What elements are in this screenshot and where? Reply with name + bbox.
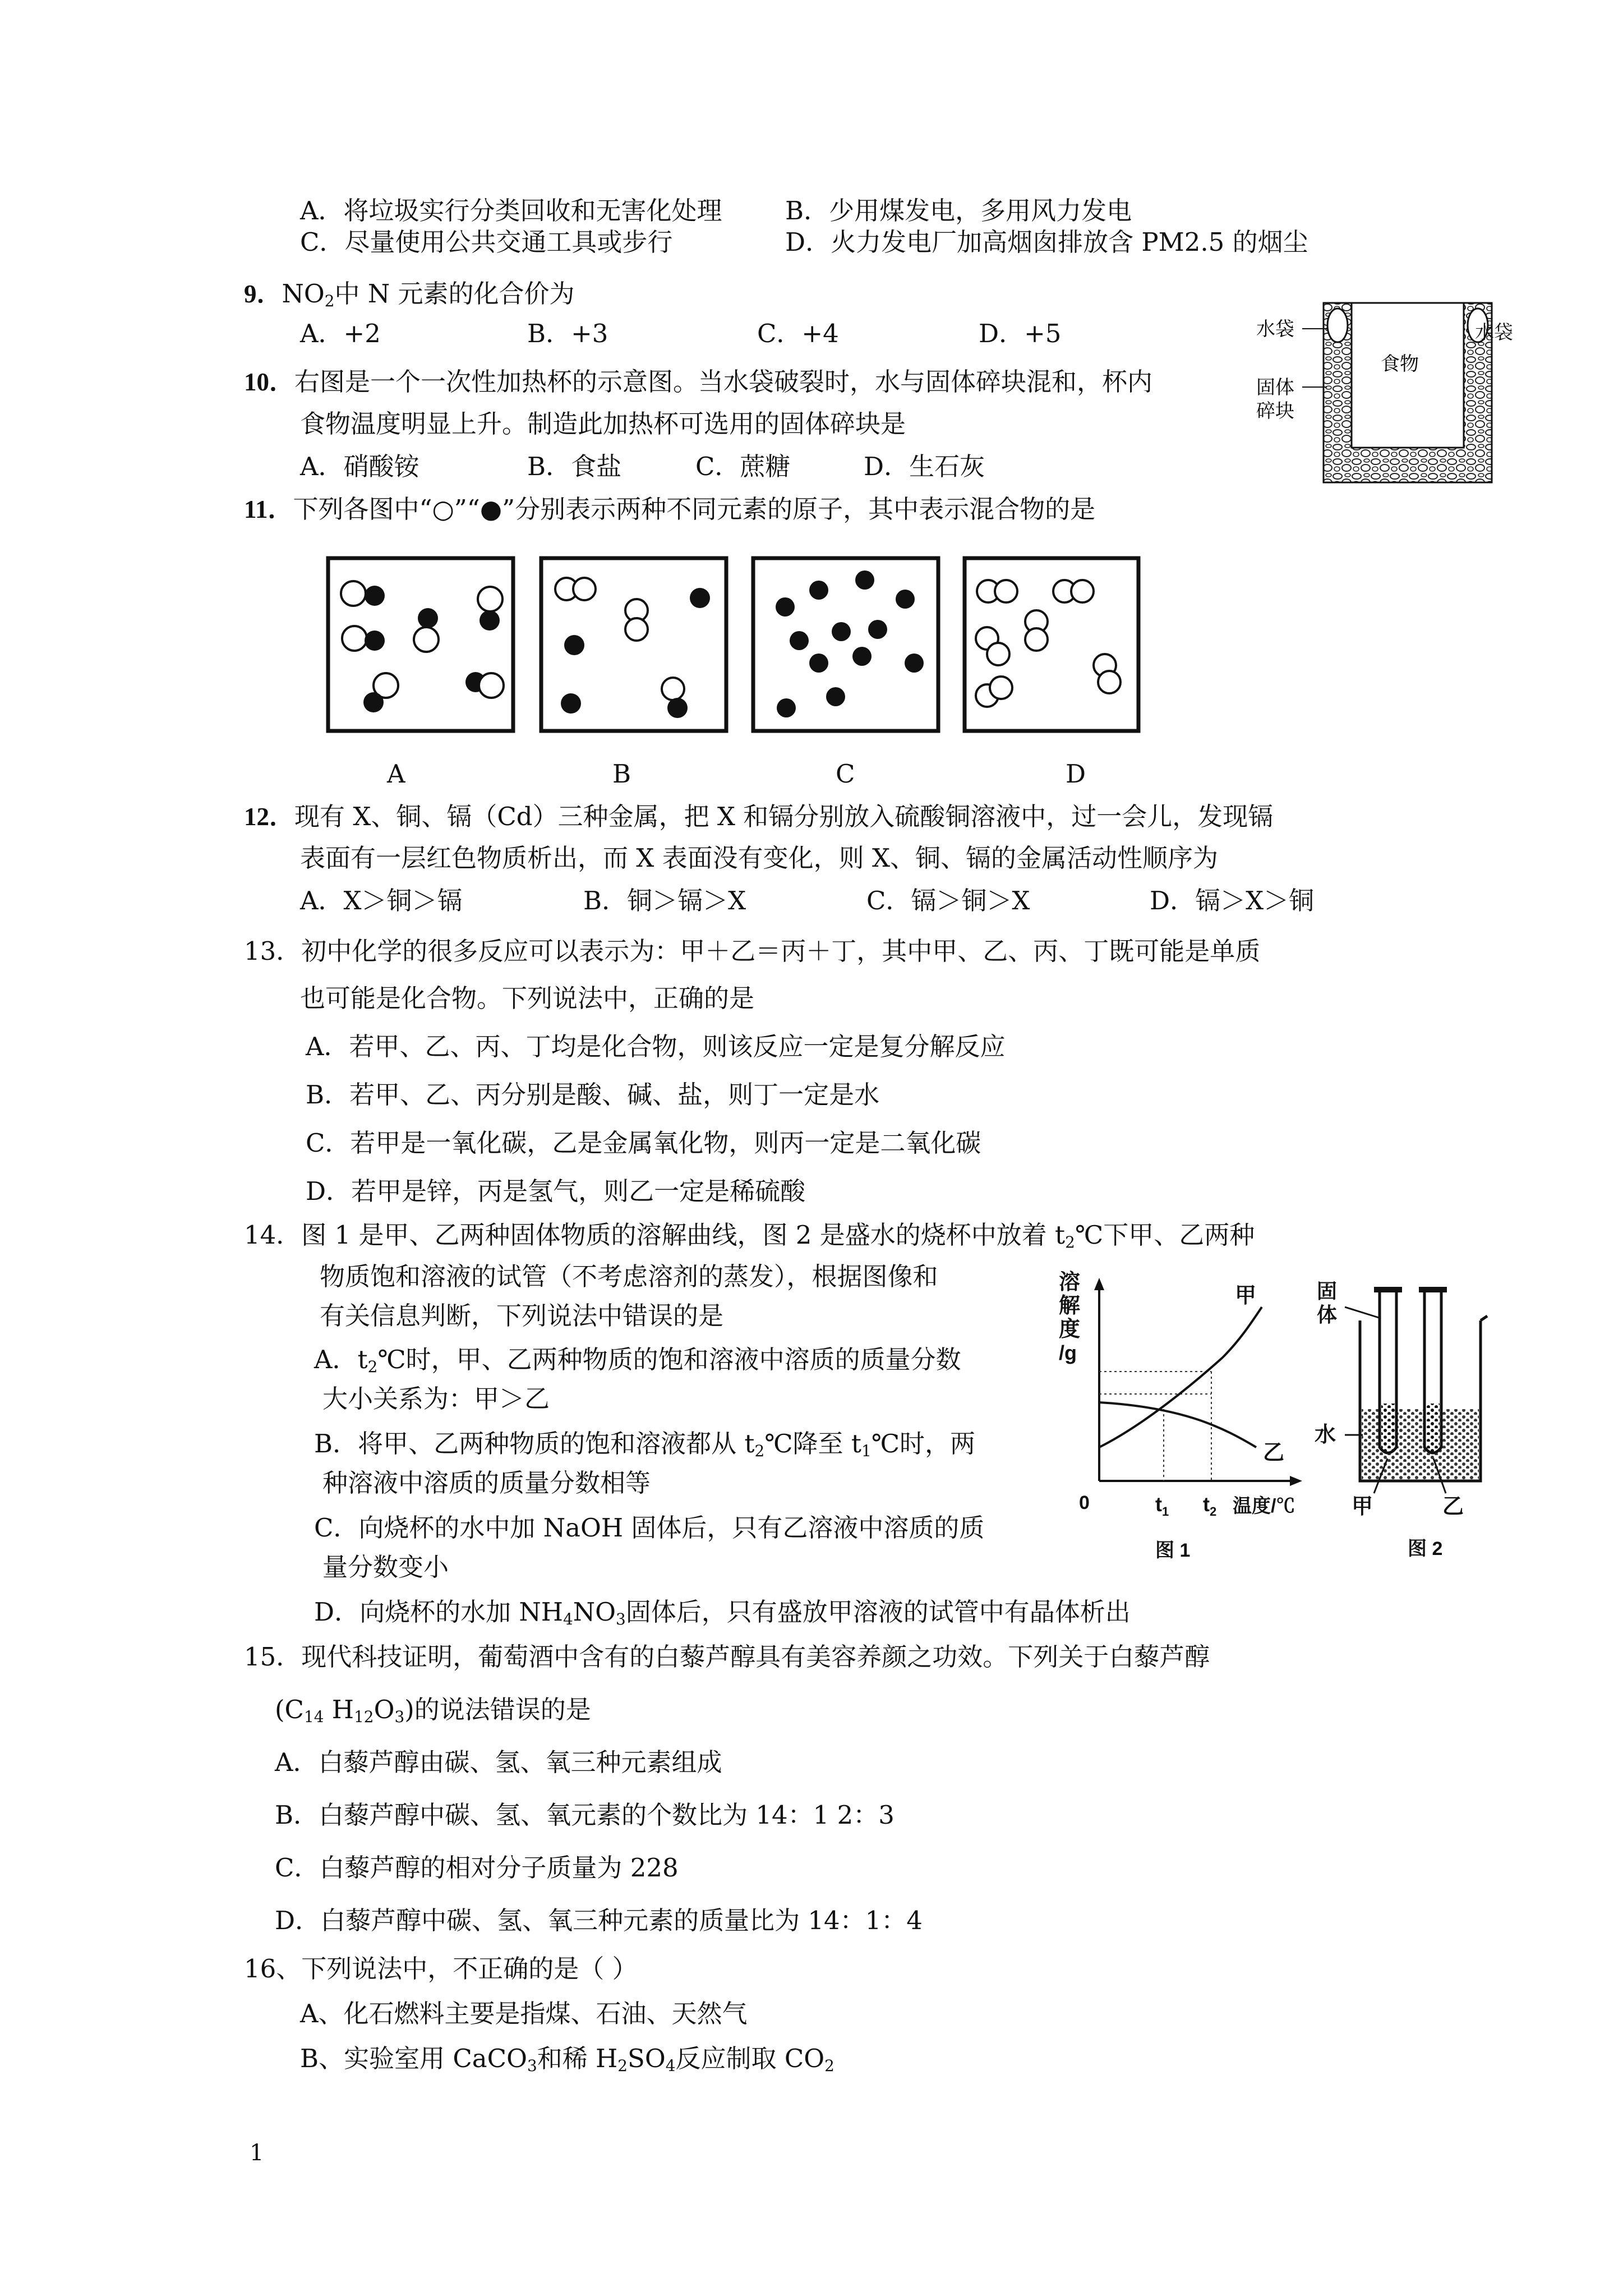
q14-option-a-line1: A．$t_2℃$时，甲、乙两种物质的饱和溶液中溶质的质量分数	[314, 1345, 961, 1376]
molecule	[977, 580, 1017, 602]
q14-option-c-line2: 量分数变小	[322, 1552, 449, 1582]
q9-option-a: A．+2	[300, 319, 381, 348]
label-water: 水	[1315, 1423, 1336, 1447]
q11-label-c: C	[836, 759, 855, 789]
q11-stem: 11．下列各图中“○”“●”分别表示两种不同元素的原子，其中表示混合物的是	[244, 494, 1096, 524]
q15-option-a: A．白藜芦醇由碳、氢、氧三种元素组成	[275, 1747, 722, 1777]
tick-t2: $t_2$	[1203, 1493, 1217, 1519]
q9-option-b: B．+3	[527, 319, 608, 348]
q13-stem-line2: 也可能是化合物。下列说法中，正确的是	[300, 983, 755, 1013]
label-solid-line2: 体	[1317, 1303, 1338, 1326]
atom	[809, 581, 828, 600]
molecule	[555, 578, 596, 600]
atom	[561, 693, 581, 714]
curve-yi	[1099, 1402, 1256, 1447]
box-a	[328, 558, 513, 731]
atom	[777, 698, 796, 717]
label-water-bag-left: 水袋	[1256, 318, 1294, 341]
heating-cup-figure	[1256, 297, 1497, 488]
box-d	[965, 558, 1138, 731]
q13-option-c: C．若甲是一氧化碳，乙是金属氧化物，则丙一定是二氧化碳	[306, 1128, 981, 1158]
q14-option-b-line1: B．将甲、乙两种物质的饱和溶液都从 $t_2℃$降至 $t_1℃$时，两	[314, 1429, 976, 1460]
q14-stem-line3: 有关信息判断，下列说法中错误的是	[320, 1301, 724, 1331]
atom	[852, 647, 872, 666]
ylabel-char-4: /g	[1059, 1341, 1077, 1364]
q14-option-d: D．向烧杯的水加 $NH_4NO_3$固体后，只有盛放甲溶液的试管中有晶体析出	[314, 1597, 1131, 1628]
curve-jia	[1099, 1307, 1262, 1447]
q10-stem-line2: 食物温度明显上升。制造此加热杯可选用的固体碎块是	[300, 409, 906, 439]
test-tube-yi	[1419, 1287, 1447, 1453]
q9-option-d: D．+5	[979, 319, 1062, 348]
q12-option-d: D．镉＞X＞铜	[1150, 886, 1315, 915]
q12-option-c: C．镉＞铜＞X	[866, 886, 1030, 915]
atom	[564, 635, 584, 655]
q15-option-d: D．白藜芦醇中碳、氢、氧三种元素的质量比为 14：1：4	[275, 1906, 923, 1935]
label-yi: 乙	[1442, 1495, 1464, 1519]
molecule	[1053, 580, 1094, 602]
q12-option-a: A．X＞铜＞镉	[300, 886, 463, 915]
atom	[826, 687, 845, 706]
label-solid-2: 碎块	[1256, 400, 1294, 422]
solubility-curve-figure	[1054, 1262, 1346, 1576]
q8-option-c: C．尽量使用公共交通工具或步行	[300, 227, 673, 257]
q16-option-b: B、实验室用 CaCO$_3$和稀 $H_2SO_4$反应制取 $CO_2$	[300, 2044, 834, 2075]
label-jia: 甲	[1352, 1495, 1373, 1519]
q12-stem-line1: 12．现有 X、铜、镉（Cd）三种金属，把 X 和镉分别放入硫酸铜溶液中，过一会儿，发现镉	[244, 802, 1274, 831]
q16-stem: 16、下列说法中，不正确的是（ ）	[244, 1954, 638, 1984]
q11-particle-boxes	[325, 555, 1144, 735]
q14-option-b-line2: 种溶液中溶质的质量分数相等	[322, 1468, 651, 1498]
xlabel: 温度/℃	[1233, 1496, 1295, 1517]
q11-label-b: B	[612, 759, 631, 789]
curve-label-yi: 乙	[1263, 1441, 1285, 1465]
q15-stem-line2: ($C_{14}$ $H_{12}O_3$)的说法错误的是	[275, 1695, 591, 1726]
q14-stem-line2: 物质饱和溶液的试管（不考虑溶剂的蒸发），根据图像和	[320, 1262, 938, 1291]
q14-stem-line1: 14．图 1 是甲、乙两种固体物质的溶解曲线，图 2 是盛水的烧杯中放着 $t_2℃$下甲、乙两种	[244, 1220, 1255, 1251]
curve-label-jia: 甲	[1235, 1284, 1257, 1308]
atom	[832, 622, 851, 641]
page-number: 1	[250, 2140, 264, 2166]
molecule	[1025, 610, 1048, 651]
origin-label: 0	[1079, 1492, 1090, 1513]
fig1-caption: 图 1	[1155, 1540, 1191, 1561]
q13-stem-line1: 13．初中化学的很多反应可以表示为：甲＋乙＝丙＋丁，其中甲、乙、丙、丁既可能是单质	[244, 936, 1261, 966]
box-b	[541, 558, 726, 731]
beaker-figure	[1312, 1273, 1492, 1576]
q8-option-d: D．火力发电厂加高烟囱排放含 PM2.5 的烟尘	[785, 227, 1308, 257]
ylabel-char-1: 溶	[1059, 1271, 1081, 1294]
q11-label-a: A	[387, 759, 405, 789]
q13-option-a: A．若甲、乙、丙、丁均是化合物，则该反应一定是复分解反应	[306, 1032, 1006, 1061]
q10-option-d: D．生石灰	[864, 452, 985, 481]
atom	[868, 620, 887, 639]
q8-option-a: A．将垃圾实行分类回收和无害化处理	[300, 196, 722, 226]
tick-t1: $t_1$	[1155, 1493, 1169, 1519]
q14-option-c-line1: C．向烧杯的水中加 NaOH 固体后，只有乙溶液中溶质的质	[314, 1513, 985, 1543]
label-solid-line1: 固	[1317, 1280, 1338, 1303]
box-c	[753, 558, 938, 731]
atom	[896, 590, 915, 609]
q16-option-a: A、化石燃料主要是指煤、石油、天然气	[300, 1999, 748, 2028]
q10-option-b: B．食盐	[527, 452, 622, 481]
atom	[855, 570, 874, 590]
atom	[790, 631, 809, 650]
label-solid-1: 固体	[1256, 376, 1294, 399]
ylabel-char-3: 度	[1059, 1318, 1081, 1341]
q14-option-a-line2: 大小关系为：甲＞乙	[322, 1384, 550, 1414]
water-bag-left	[1327, 309, 1348, 342]
ylabel-char-2: 解	[1059, 1294, 1081, 1318]
q13-option-b: B．若甲、乙、丙分别是酸、碱、盐，则丁一定是水	[306, 1080, 880, 1110]
molecule	[478, 587, 502, 631]
atom	[776, 597, 795, 616]
label-food: 食物	[1381, 353, 1419, 375]
cup-walls	[1324, 303, 1492, 482]
q10-stem-line1: 10．右图是一个一次性加热杯的示意图。当水袋破裂时，水与固体碎块混和，杯内	[244, 367, 1153, 397]
q15-stem-line1: 15．现代科技证明，葡萄酒中含有的白藜芦醇具有美容养颜之功效。下列关于白藜芦醇	[244, 1642, 1210, 1672]
label-water-bag-right: 水袋	[1475, 321, 1513, 344]
q11-label-d: D	[1066, 759, 1086, 789]
q9-stem: 9．$NO_2$中 N 元素的化合价为	[244, 279, 575, 310]
q15-option-b: B．白藜芦醇中碳、氢、氧元素的个数比为 14：1 2：3	[275, 1800, 895, 1830]
guide-lines	[1099, 1372, 1211, 1481]
atom	[690, 588, 710, 608]
q10-option-c: C．蔗糖	[695, 452, 791, 481]
atom	[905, 654, 924, 673]
q13-option-d: D．若甲是锌，丙是氢气，则乙一定是稀硫酸	[306, 1176, 806, 1206]
q12-stem-line2: 表面有一层红色物质析出，而 X 表面没有变化，则 X、铜、镉的金属活动性顺序为	[300, 843, 1218, 873]
test-tube-jia	[1374, 1287, 1402, 1453]
q8-option-b: B．少用煤发电，多用风力发电	[785, 196, 1132, 226]
atom	[809, 654, 828, 673]
q15-option-c: C．白藜芦醇的相对分子质量为 228	[275, 1853, 679, 1883]
q9-option-c: C．+4	[757, 319, 839, 348]
q10-option-a: A．硝酸铵	[300, 452, 419, 481]
fig2-caption: 图 2	[1408, 1538, 1443, 1559]
q12-option-b: B．铜＞镉＞X	[583, 886, 746, 915]
